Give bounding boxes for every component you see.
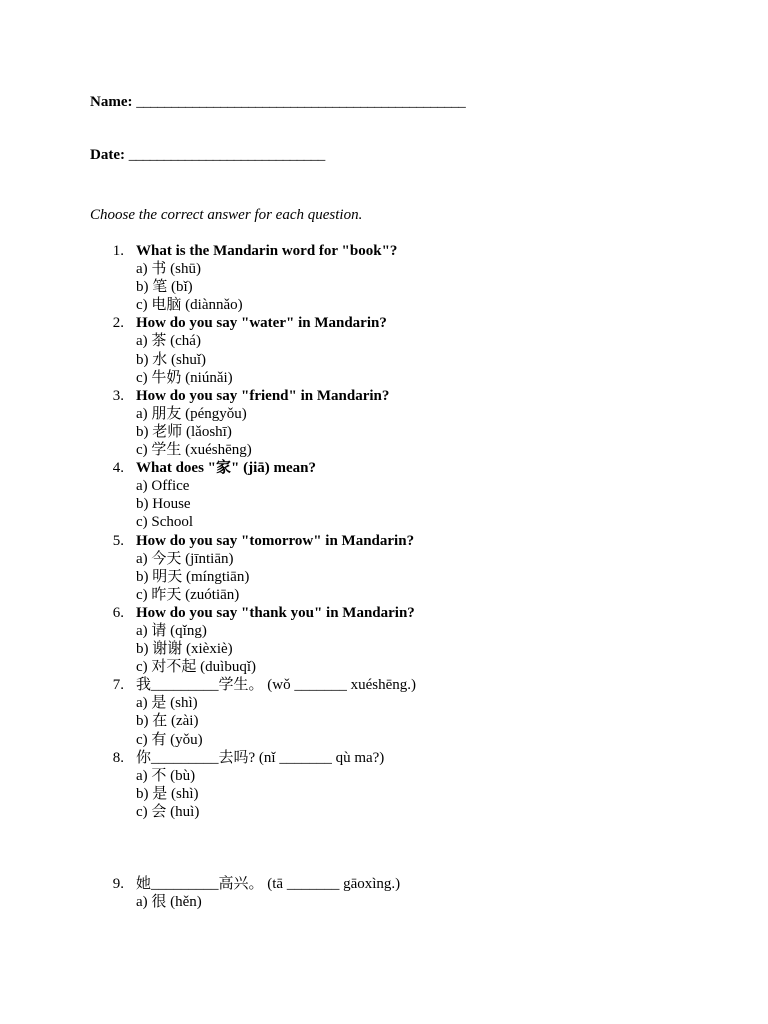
question-number: 9. xyxy=(112,876,124,892)
date-label: Date: xyxy=(90,147,125,163)
question-list xyxy=(90,242,690,911)
question-9 xyxy=(90,875,690,911)
answer-option: c) 电脑 (diànnǎo) xyxy=(136,297,243,314)
name-blank-line: _______________________________________________ xyxy=(136,94,466,110)
question-number: 5. xyxy=(112,532,124,549)
question-5 xyxy=(90,532,690,604)
question-text: How do you say "friend" in Mandarin? xyxy=(136,387,390,404)
answer-option: c) School xyxy=(136,514,194,531)
question-text: What is the Mandarin word for "book"? xyxy=(136,243,398,259)
question-7 xyxy=(90,676,690,748)
question-number: 8. xyxy=(112,749,124,766)
answer-option: a) 请 (qǐng) xyxy=(136,622,207,639)
question-3 xyxy=(90,387,690,459)
answer-option: b) 明天 (míngtiān) xyxy=(136,568,250,585)
answer-option: c) 昨天 (zuótiān) xyxy=(136,586,240,603)
date-field xyxy=(90,146,325,164)
answer-option: c) 牛奶 (niúnǎi) xyxy=(136,369,233,386)
answer-option: b) 水 (shuǐ) xyxy=(136,351,206,368)
answer-option: a) 茶 (chá) xyxy=(136,333,201,350)
question-number: 4. xyxy=(112,460,124,477)
question-text: How do you say "water" in Mandarin? xyxy=(136,315,387,332)
answer-option: a) 朋友 (péngyǒu) xyxy=(136,405,247,422)
answer-option: b) 在 (zài) xyxy=(136,713,199,730)
answer-option: a) 今天 (jīntiān) xyxy=(136,550,234,567)
date-blank-line: ____________________________ xyxy=(128,147,325,163)
question-text: 我_________学生。 (wǒ _______ xuéshēng.) xyxy=(136,677,416,694)
answer-option: b) 是 (shì) xyxy=(136,785,199,802)
question-text: What does "家" (jiā) mean? xyxy=(136,460,316,477)
question-8 xyxy=(90,749,690,821)
answer-option: b) 笔 (bǐ) xyxy=(136,279,193,296)
answer-option: b) House xyxy=(136,496,191,513)
question-text: 她_________高兴。 (tā _______ gāoxìng.) xyxy=(136,876,401,892)
question-number: 1. xyxy=(112,243,124,259)
answer-option: c) 学生 (xuéshēng) xyxy=(136,442,252,459)
question-number: 3. xyxy=(112,387,124,404)
answer-option: b) 老师 (lǎoshī) xyxy=(136,423,232,440)
answer-option: a) Office xyxy=(136,478,190,495)
question-text: 你_________去吗? (nǐ _______ qù ma?) xyxy=(136,749,385,766)
question-text: How do you say "thank you" in Mandarin? xyxy=(136,604,415,621)
answer-option: c) 会 (huì) xyxy=(136,803,200,820)
answer-option: a) 是 (shì) xyxy=(136,695,198,712)
question-1 xyxy=(90,242,690,314)
answer-option: a) 不 (bù) xyxy=(136,767,196,784)
answer-option: a) 很 (hěn) xyxy=(136,894,202,911)
instructions-text: Choose the correct answer for each question. xyxy=(90,207,363,223)
name-label: Name: xyxy=(90,94,133,110)
question-6 xyxy=(90,604,690,676)
answer-option: c) 有 (yǒu) xyxy=(136,731,203,748)
answer-option: b) 谢谢 (xièxiè) xyxy=(136,641,233,658)
answer-option: c) 对不起 (duìbuqǐ) xyxy=(136,659,256,676)
question-4 xyxy=(90,459,690,531)
question-number: 2. xyxy=(112,315,124,332)
question-text: How do you say "tomorrow" in Mandarin? xyxy=(136,532,415,549)
question-number: 6. xyxy=(112,604,124,621)
answer-option: a) 书 (shū) xyxy=(136,261,201,278)
question-number: 7. xyxy=(112,677,124,694)
name-field xyxy=(90,93,465,111)
question-2 xyxy=(90,314,690,386)
